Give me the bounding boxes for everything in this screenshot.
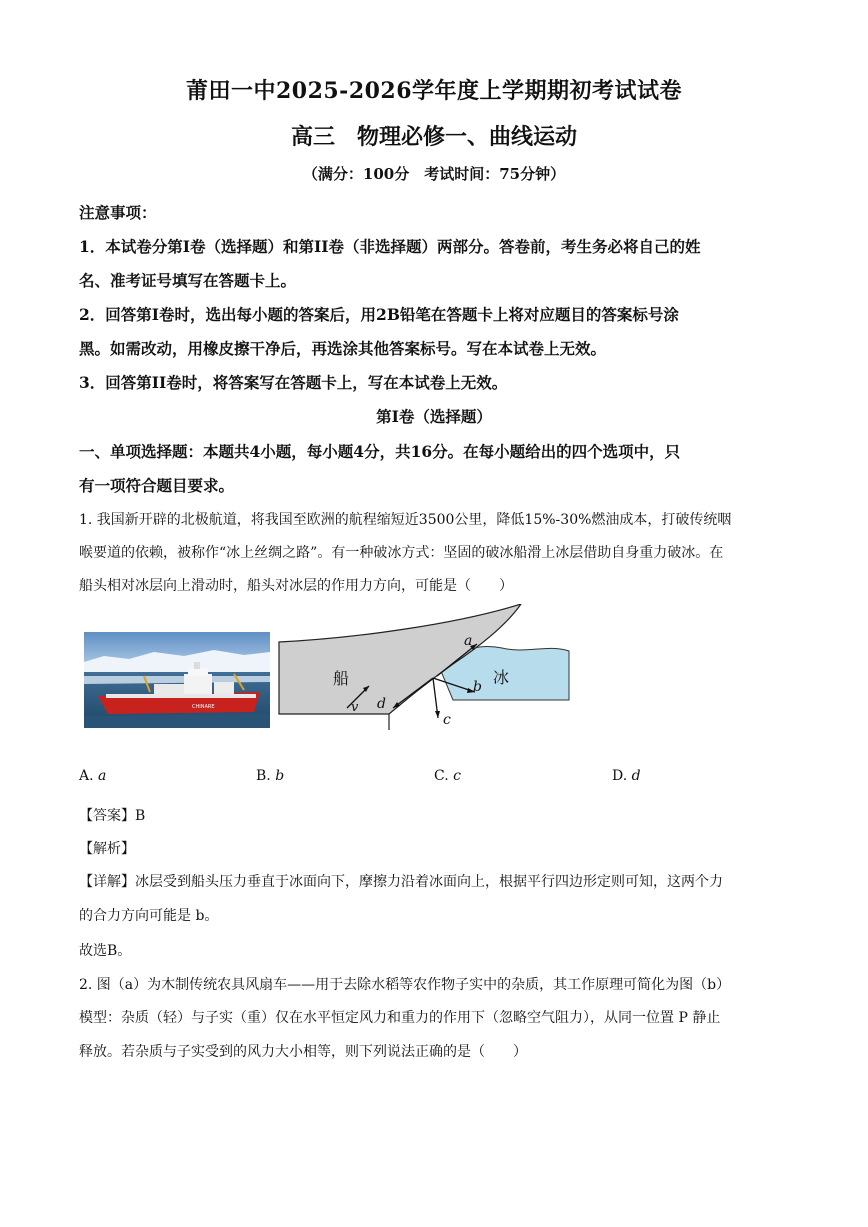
option-a[interactable]: A. a	[79, 768, 107, 784]
arrow-a-label: a	[464, 633, 473, 649]
section-heading: 第I卷（选择题）	[376, 407, 492, 426]
arrow-d-label: d	[377, 696, 386, 712]
section-instruction: 一、单项选择题：本题共4小题，每小题4分，共16分。在每小题给出的四个选项中，只	[79, 442, 681, 461]
question-2-text: 释放。若杂质与子实受到的风力大小相等，则下列说法正确的是（ ）	[79, 1044, 527, 1060]
icebreaker-photo	[84, 632, 270, 728]
hull-name: CHINARE	[192, 704, 215, 710]
notice-item: 名、准考证号填写在答题卡上。	[79, 271, 297, 290]
answer-line: 【答案】B	[79, 808, 146, 824]
notice-heading: 注意事项：	[79, 203, 157, 222]
option-c[interactable]: C. c	[434, 768, 461, 784]
velocity-label: v	[351, 700, 359, 715]
arrow-c-label: c	[443, 712, 451, 728]
question-1-text: 船头相对冰层向上滑动时，船头对冰层的作用力方向，可能是（ ）	[79, 578, 513, 594]
section-instruction: 有一项符合题目要求。	[79, 476, 235, 495]
notice-item: 1．本试卷分第I卷（选择题）和第II卷（非选择题）两部分。答卷前，考生务必将自己的姓	[79, 237, 701, 256]
exam-meta: （满分：100分 考试时间：75分钟）	[302, 165, 566, 183]
conclusion-line: 故选B。	[79, 943, 132, 959]
arrow-b-label: b	[473, 679, 482, 695]
notice-item: 2．回答第I卷时，选出每小题的答案后，用2B铅笔在答题卡上将对应题目的答案标号涂	[79, 305, 679, 324]
option-d[interactable]: D. d	[612, 768, 641, 784]
exam-title: 莆田一中2025-2026学年度上学期期初考试试卷	[185, 78, 683, 104]
ship-label: 船	[333, 669, 350, 688]
notice-item: 黑。如需改动，用橡皮擦干净后，再选涂其他答案标号。写在本试卷上无效。	[79, 339, 607, 358]
question-2-text: 2. 图（a）为木制传统农具风扇车——用于去除水稻等农作物子实中的杂质，其工作原理可简化为图（b）	[79, 977, 731, 993]
force-diagram	[277, 604, 577, 734]
exam-subtitle: 高三 物理必修一、曲线运动	[290, 124, 577, 150]
option-b[interactable]: B. b	[256, 768, 285, 784]
question-1-text: 喉要道的依赖，被称作“冰上丝绸之路”。有一种破冰方式：坚固的破冰船滑上冰层借助自身重力破冰。在	[79, 545, 724, 561]
question-1-text: 1. 我国新开辟的北极航道，将我国至欧洲的航程缩短近3500公里，降低15%-30%燃油成本，打破传统咽	[79, 512, 732, 528]
detail-line: 的合力方向可能是 b。	[79, 908, 219, 924]
analysis-line: 【解析】	[79, 841, 135, 857]
detail-line: 【详解】冰层受到船头压力垂直于冰面向下，摩擦力沿着冰面向上，根据平行四边形定则可知，这两个力	[79, 874, 723, 890]
question-2-text: 模型：杂质（轻）与子实（重）仅在水平恒定风力和重力的作用下（忽略空气阻力），从同一位置 P 静止	[79, 1010, 721, 1026]
notice-item: 3．回答第II卷时，将答案写在答题卡上，写在本试卷上无效。	[79, 373, 508, 392]
ice-label: 冰	[493, 668, 510, 687]
